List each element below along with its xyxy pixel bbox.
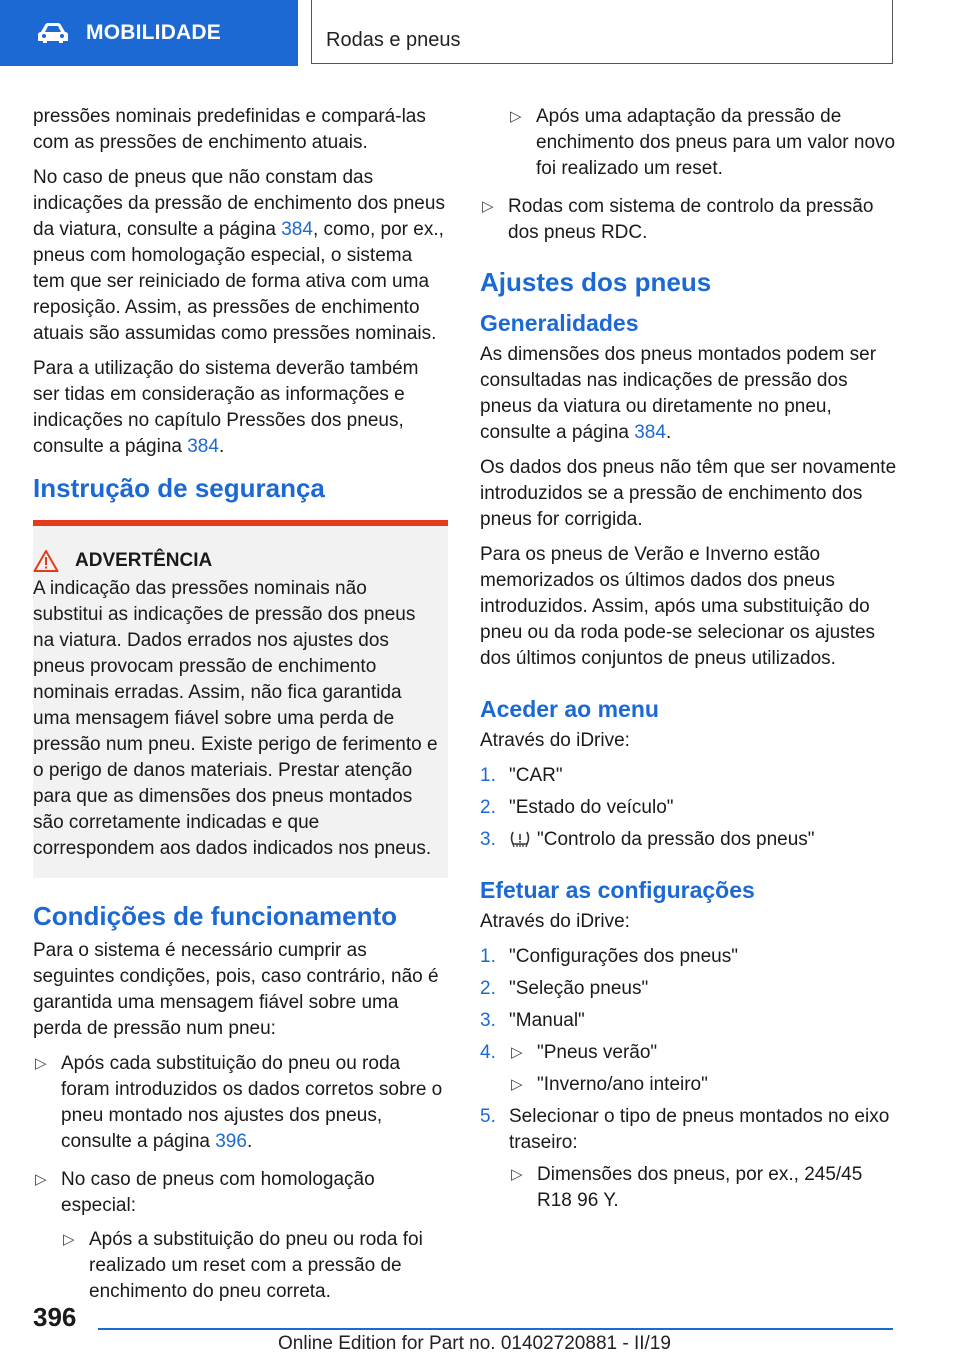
safety-heading: Instrução de segurança: [33, 473, 325, 503]
step-item: 4. ▷ "Pneus verão" ▷ "Inverno/ano inteiro": [480, 1040, 898, 1098]
step-item: 5. Selecionar o tipo de pneus montados no eixo traseiro: ▷ Dimensões dos pneus, por ex., 245/45 R18 96 Y.: [480, 1104, 898, 1214]
warning-title: ADVERTÊNCIA: [75, 550, 213, 571]
step-item: 3. "Controlo da pressão dos pneus": [480, 829, 815, 850]
page-number: 396: [33, 1302, 77, 1332]
general-heading: Generalidades: [480, 310, 639, 336]
paragraph: Os dados dos pneus não têm que ser novamente introduzidos se a pressão de enchimento dos pneus for corrigida.: [480, 457, 897, 530]
list-item: ▷ "Pneus verão": [509, 1040, 898, 1066]
conditions-list-continued: [480, 104, 898, 246]
warning-box: [33, 520, 448, 878]
paragraph: No caso de pneus que não constam das indicações da pressão de enchimento dos pneus da viatura, consulte a página 384, como, por ex., pneus com homologação especial, o sistema tem que ser reiniciado de forma ativa com uma reposição. Assim, as pressões de enchimento atuais são assumidas como pressões nominais.: [33, 167, 445, 344]
tire-settings-heading: Ajustes dos pneus: [480, 267, 712, 297]
conditions-list: [33, 1051, 448, 1305]
step-item: 1. "Configurações dos pneus": [480, 946, 738, 967]
sub-list: [61, 1227, 448, 1305]
list-item: ▷ No caso de pneus com homologação especial: ▷ Após a substituição do pneu ou roda foi realizado um reset com a pressão de enchimento do pneu correta.: [33, 1167, 448, 1305]
paragraph: pressões nominais predefinidas e compará-las com as pressões de enchimento atuais.: [33, 106, 426, 153]
warning-triangle-icon: [33, 549, 59, 573]
page-link[interactable]: 384: [187, 436, 219, 457]
config-steps: [480, 944, 898, 1214]
chapter-title: Rodas e pneus: [311, 0, 893, 64]
sub-list: [509, 1040, 898, 1098]
paragraph: Através do iDrive:: [480, 730, 630, 751]
list-item: ▷ Após cada substituição do pneu ou roda foram introduzidos os dados corretos sobre o pneu montado nos ajustes dos pneus, consulte a página 396.: [33, 1051, 448, 1155]
warning-text: A indicação das pressões nominais não substitui as indicações de pressão dos pneus na viatura. Dados errados nos ajustes dos pneus provocam pressão de enchimento nominais erradas. Assim, não fica garantida uma mensagem fiável sobre uma perda de pressão num pneu. Existe perigo de ferimento e o perigo de danos materiais. Prestar atenção para que as dimensões dos pneus montados são corretamente indicadas e que correspondem aos dados indicados nos pneus.: [33, 578, 438, 859]
paragraph: Para o sistema é necessário cumprir as seguintes condições, pois, caso contrário, não é garantida uma mensagem fiável sobre uma perda de pressão num pneu:: [33, 940, 439, 1039]
menu-heading: Aceder ao menu: [480, 696, 659, 722]
paragraph: Para os pneus de Verão e Inverno estão memorizados os últimos dados dos pneus introduzidos. Assim, após uma substituição do pneu ou da roda pode-se selecionar os ajustes dos últimos conjuntos de pneus utilizados.: [480, 544, 876, 669]
step-item: 1. "CAR": [480, 765, 563, 786]
tire-pressure-icon: [509, 830, 531, 848]
page-link[interactable]: 384: [281, 219, 313, 240]
menu-steps: [480, 763, 898, 853]
paragraph: Através do iDrive:: [480, 911, 630, 932]
page-link[interactable]: 384: [634, 422, 666, 443]
list-item: ▷ Dimensões dos pneus, por ex., 245/45 R18 96 Y.: [509, 1162, 898, 1214]
section-label: MOBILIDADE: [86, 21, 221, 44]
list-item: ▷ Após uma adaptação da pressão de enchimento dos pneus para um valor novo foi realizado um reset.: [508, 104, 898, 182]
list-item: ▷ Rodas com sistema de controlo da pressão dos pneus RDC.: [480, 194, 898, 246]
conditions-heading: Condições de funcionamento: [33, 901, 398, 931]
page-link[interactable]: 396: [215, 1131, 247, 1152]
car-icon: [36, 22, 70, 44]
section-tab[interactable]: [0, 0, 298, 66]
paragraph: As dimensões dos pneus montados podem ser consultadas nas indicações de pressão dos pneus da viatura ou diretamente no pneu, consulte a página 384.: [480, 344, 877, 443]
sub-list: [509, 1162, 898, 1214]
step-item: 2. "Estado do veículo": [480, 797, 674, 818]
list-item: ▷ Após a substituição do pneu ou roda foi realizado um reset com a pressão de enchimento do pneu correta.: [61, 1227, 448, 1305]
right-column: [480, 104, 898, 1228]
footer-divider: [98, 1328, 893, 1330]
step-item: 2. "Seleção pneus": [480, 978, 649, 999]
left-column: [33, 104, 448, 1317]
paragraph: Para a utilização do sistema deverão também ser tidas em consideração as informações e indicações no capítulo Pressões dos pneus, consulte a página 384.: [33, 358, 419, 457]
config-heading: Efetuar as configurações: [480, 877, 755, 903]
step-item: 3. "Manual": [480, 1010, 585, 1031]
edition-text: Online Edition for Part no. 01402720881 - II/19: [278, 1333, 671, 1354]
list-item: ▷ "Inverno/ano inteiro": [509, 1072, 898, 1098]
